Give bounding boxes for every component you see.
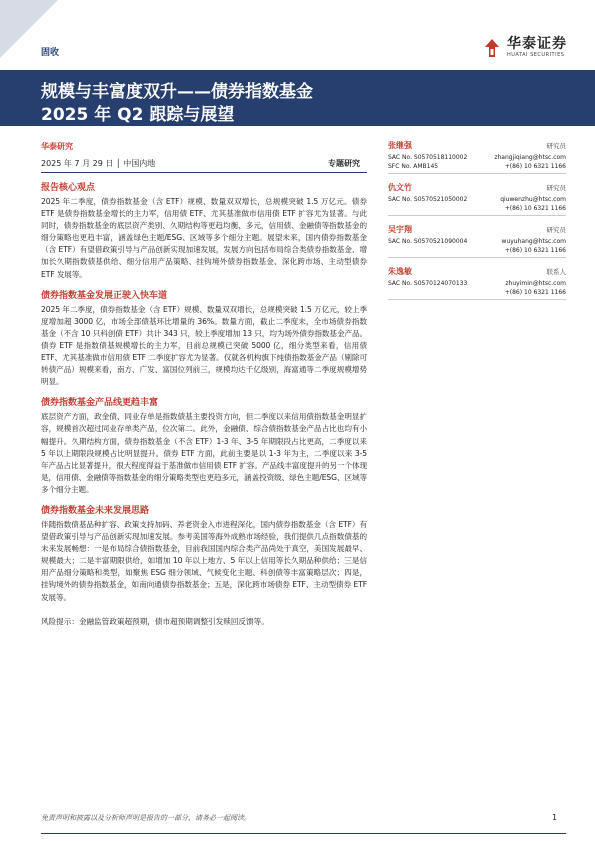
report-category-tag: 固收: [41, 48, 60, 58]
analyst-sac: SAC No. S0570521090004: [388, 238, 468, 245]
risk-warning: 风险提示：金融监管政策超预期，债市超预期调整引发赎回反馈等。: [41, 616, 269, 626]
meta-divider: [41, 172, 367, 173]
section-heading: 报告核心观点: [41, 183, 96, 193]
logo-text-cn: 华泰证券: [507, 36, 567, 52]
analyst-sidebar: [388, 140, 566, 308]
analyst-phone: +(86) 10 6321 1166: [504, 247, 566, 254]
section-heading: 债券指数基金产品线更趋丰富: [41, 398, 159, 409]
huatai-logo-icon: [483, 38, 501, 58]
analyst-name: 张继强: [388, 141, 412, 150]
report-body: [41, 180, 367, 628]
analyst-name: 朱逸敏: [388, 267, 412, 276]
company-logo: [483, 37, 567, 58]
section-paragraph: 底层资产方面，政金债、同业存单是指数债基主要投资方向，但二季度以来信用债指数基金明显扩容，规模首次超过同业存单类产品，位次第二。此外，金融债、综合债指数基金产品占比也均有小幅提升。久期结构方面，债券指数基金（不含 ETF）1-3 年、3-5 年期限段占比更高，二季度以来 5 年以上期限段规模占比明显提升。债券 ETF 方面，此前主要是以 1-3 年为主，二季度以来 3-5 年产品占比显著提升，很大程度得益于基准做市信用债 ETF 扩容。产品线丰富度提升的另一个体现是，信用债、金融债等指数基金的细分策略类型也更趋多元，涵盖投资级、绿色主题/ESG、区域等多个细分主题。: [41, 412, 367, 494]
section-paragraph: 2025 年二季度，债券指数基金（含 ETF）规模、数量双双增长，总规模突破 1.5 万亿元，较上季度增加超 3000 亿，市场全部债基环比增量的 36%。数量方面，截止二季度末，全市场债券指数基金（不含 10 只科创债 ETF）共计 343 只，较上季度增加 13 只，均为场外债券指数基金产品。债券 ETF 是指数债基规模增长的主力军，目前总规模已突破 5000 亿，细分类型来看，信用债 ETF、尤其基准做市信用债 ETF 二季度扩容尤为显著。仅就各机构旗下纯债指数基金产品（剔除可转债产品）规模来看，南方、广发、富国位列前三，规模均达千亿级别，海富通等二季度规模增势明显。: [41, 304, 367, 387]
analyst-name: 仇文竹: [388, 183, 412, 192]
report-title-line1: 规模与丰富度双升——债券指数基金: [41, 82, 313, 102]
analyst-phone: +(86) 10 6321 1166: [504, 289, 566, 296]
research-org: 华泰研究: [41, 142, 73, 151]
analyst-sac: SAC No. S0570518110002: [388, 154, 468, 161]
analyst-email[interactable]: zhuyimin@htsc.com: [505, 280, 566, 287]
analyst-phone: +(86) 10 6321 1166: [504, 163, 566, 170]
analyst-role: 研究员: [546, 184, 566, 192]
analyst-email[interactable]: zhangjiqiang@htsc.com: [494, 154, 566, 161]
analyst-card: [388, 266, 566, 300]
analyst-role: 研究员: [546, 142, 566, 150]
section-heading: 债券指数基金未来发展思路: [41, 505, 150, 516]
section-heading: 债券指数基金发展正驶入快车道: [41, 290, 168, 301]
analyst-card: [388, 182, 566, 216]
report-title-line2: 2025 年 Q2 跟踪与展望: [41, 105, 235, 125]
footer-divider: [41, 833, 566, 834]
analyst-card: [388, 140, 566, 174]
report-date: 2025 年 7 月 29 日 │ 中国内地: [41, 159, 156, 168]
analyst-card: [388, 224, 566, 258]
analyst-sac: SAC No. S0570124070133: [388, 280, 468, 287]
analyst-phone: +(86) 10 6321 1166: [504, 205, 566, 212]
logo-text-en: HUATAI SECURITIES: [507, 52, 565, 58]
analyst-sac: SAC No. S0570521050002: [388, 196, 468, 203]
report-type: 专题研究: [328, 159, 360, 168]
footer-disclaimer: 免责声明和披露以及分析师声明是报告的一部分，请务必一起阅读。: [41, 814, 251, 822]
section-paragraph: 2025 年二季度，债券指数基金（含 ETF）规模、数量双双增长，总规模突破 1.5 万亿元。债券 ETF 是债券指数基金增长的主力军，信用债 ETF、尤其基准做市信用债 ETF 扩容尤为显著。与此同时，债券指数基金的底层资产类别、久期结构等更趋均衡、多元，信用债、金融债等指数基金的细分策略也更趋丰富，涵盖绿色主题/ESG、区域等多个细分主题。展望未来，国内债券指数基金（含 ETF）有望借政策引导与产品创新实现加速发展，发展方向包括布局综合类债券指数基金、增加长久期指数债基供给、细分信用产品策略、挂钩境外债券指数基金、深化跨市场、主动型债券 ETF 发展等。: [41, 197, 367, 279]
analyst-email[interactable]: qiuwenzhu@htsc.com: [500, 196, 566, 203]
analyst-email[interactable]: wuyuhang@htsc.com: [501, 238, 566, 245]
analyst-role: 研究员: [546, 226, 566, 234]
analyst-name: 吴宇翔: [388, 225, 412, 234]
page-number: 1: [552, 813, 558, 822]
title-banner: [0, 70, 595, 126]
analyst-role: 联系人: [546, 268, 566, 276]
section-paragraph: 伴随指数债基品种扩容、政策支持加码、养老资金入市进程深化，国内债券指数基金（含 ETF）有望借政策引导与产品创新实现加速发展。参考美国等海外成熟市场经验，我们提供几点指数债基的未来发展畅想：一是布局综合债指数基金，目前我国国内综合类产品尚处于真空，美国发展最早、规模最大；二是丰富期限供给，如增加 10 年以上地方、5 年以上信用等长久期品种供给；三是信用产品细分策略和类型，如聚焦 ESG 细分领域、气候变化主题、科创债等丰富策略层次；四是，挂钩境外的债券指数基金，如南向通债券指数基金；五是，深化跨市场债券 ETF、主动型债券 ETF 发展等。: [41, 519, 367, 602]
analyst-sfc: SFC No. AMB145: [388, 163, 439, 170]
